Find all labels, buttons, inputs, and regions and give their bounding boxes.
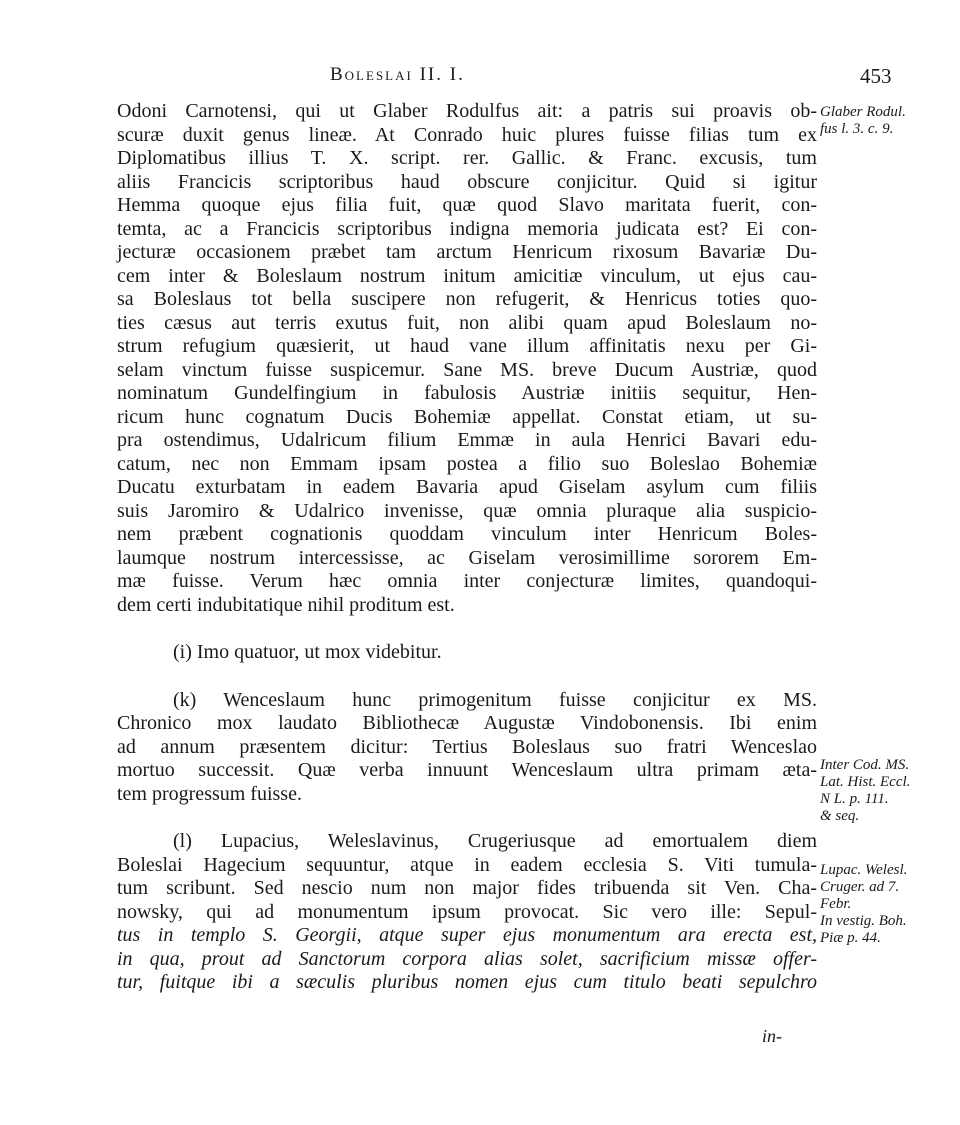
text-line: nominatum Gundelfingium in fabulosis Austriæ initiis sequitur, Hen-: [117, 382, 817, 404]
footnote-line: (i) Imo quatuor, ut mox videbitur.: [173, 641, 442, 663]
running-header: [330, 64, 892, 88]
catchword: in-: [762, 1026, 782, 1046]
margin-note-line: N L. p. 111.: [820, 791, 889, 807]
footnote-line: Chronico mox laudato Bibliothecæ Augustæ Vindobonensis. Ibi enim: [117, 712, 817, 734]
text-line: laumque nostrum intercessisse, ac Giselam verosimillime sororem Em-: [117, 546, 817, 569]
text-line: aliis Francicis scriptoribus haud obscure conjicitur. Quid si igitur: [117, 170, 817, 193]
text-line: suis Jaromiro & Udalrico invenisse, quæ omnia pluraque alia suspicio-: [117, 499, 817, 522]
text-line: dem certi indubitatique nihil proditum est.: [117, 593, 455, 616]
text-line: Hemma quoque ejus filia fuit, quæ quod Slavo maritata fuerit, con-: [117, 194, 817, 216]
text-line: Odoni Carnotensi, qui ut Glaber Rodulfus ait: a patris sui proavis ob-: [117, 100, 817, 122]
margin-note-line: Piæ p. 44.: [820, 930, 881, 946]
footnote-line: tem progressum fuisse.: [117, 782, 302, 805]
margin-note-line: In vestig. Boh.: [820, 913, 907, 929]
margin-note-line: Cruger. ad 7.: [820, 879, 900, 895]
footnote-line: tus in templo S. Georgii, atque super ejus monumentum ara erecta est,: [117, 924, 817, 946]
text-line: jecturæ occasionem præbet tam arctum Henricum rixosum Bavariæ Du-: [117, 241, 817, 263]
margin-note-line: Lupac. Welesl.: [820, 862, 908, 878]
margin-note-cod-ms: [820, 757, 910, 825]
text-line: cem inter & Boleslaum nostrum initum amicitiæ vinculum, ut ejus cau-: [117, 264, 817, 287]
page-number: 453: [860, 64, 892, 88]
margin-note-line: Glaber Rodul.: [820, 104, 906, 120]
footnote-line: tum scribunt. Sed nescio num non major fides tribuenda sit Ven. Cha-: [117, 877, 817, 899]
margin-note-glaber: [820, 104, 906, 138]
text-line: pra ostendimus, Udalricum filium Emmæ in aula Henrici Bavari edu-: [117, 429, 817, 451]
footnote-line: (k) Wenceslaum hunc primogenitum fuisse conjicitur ex MS.: [173, 688, 817, 711]
footnote-line: Boleslai Hagecium sequuntur, atque in eadem ecclesia S. Viti tumula-: [117, 853, 817, 876]
footnote-line: in qua, prout ad Sanctorum corpora alias solet, sacrificium missæ offer-: [117, 947, 817, 970]
text-line: ricum hunc cognatum Ducis Bohemiæ appellat. Constat etiam, ut su-: [117, 405, 817, 428]
text-line: temta, ac a Francicis scriptoribus indigna memoria judicata est? Ei con-: [117, 217, 817, 240]
margin-note-line: Lat. Hist. Eccl.: [820, 774, 911, 790]
text-line: strum refugium quæsierit, ut haud vane illum affinitatis nexu per Gi-: [117, 335, 817, 357]
text-line: scuræ duxit genus lineæ. At Conrado huic plures fuisse filias tum ex: [117, 123, 817, 146]
running-title: Boleslai II. I.: [330, 64, 465, 85]
text-line: ties cæsus aut terris exutus fuit, non alibi quam apud Boleslaum no-: [117, 311, 817, 334]
footnote-k: [117, 689, 817, 807]
footnote-line: nowsky, qui ad monumentum ipsum provocat. Sic vero ille: Sepul-: [117, 900, 817, 923]
text-line: mæ fuisse. Verum hæc omnia inter conjecturæ limites, quandoqui-: [117, 570, 817, 592]
footnote-line: mortuo successit. Quæ verba innuunt Wenceslaum ultra primam æta-: [117, 759, 817, 781]
margin-note-lupacius: [820, 862, 907, 947]
footnote-l: [117, 830, 817, 995]
footnote-i: [117, 641, 817, 665]
margin-note-line: & seq.: [820, 808, 860, 824]
footnote-line: tur, fuitque ibi a sæculis pluribus nomen ejus cum titulo beati sepulchro: [117, 971, 817, 993]
margin-note-line: Inter Cod. MS.: [820, 757, 910, 773]
text-line: Diplomatibus illius T. X. script. rer. Gallic. & Franc. excusis, tum: [117, 147, 817, 169]
text-line: sa Boleslaus tot bella suscipere non refugerit, & Henricus toties quo-: [117, 288, 817, 310]
main-text: [117, 100, 817, 995]
paragraph-main: [117, 100, 817, 617]
text-line: catum, nec non Emmam ipsam postea a filio suo Boleslao Bohemiæ: [117, 452, 817, 475]
footnote-line: (l) Lupacius, Weleslavinus, Crugeriusque ad emortualem diem: [173, 830, 817, 852]
margin-note-line: Febr.: [820, 896, 852, 912]
text-line: selam vinctum fuisse suspicemur. Sane MS. breve Ducum Austriæ, quod: [117, 358, 817, 381]
text-line: Ducatu exturbatam in eadem Bavaria apud Giselam asylum cum filiis: [117, 476, 817, 498]
footnote-line: ad annum præsentem dicitur: Tertius Boleslaus suo fratri Wenceslao: [117, 735, 817, 758]
text-line: nem præbent cognationis quoddam vinculum inter Henricum Boles-: [117, 523, 817, 545]
margin-note-line: fus l. 3. c. 9.: [820, 121, 894, 137]
